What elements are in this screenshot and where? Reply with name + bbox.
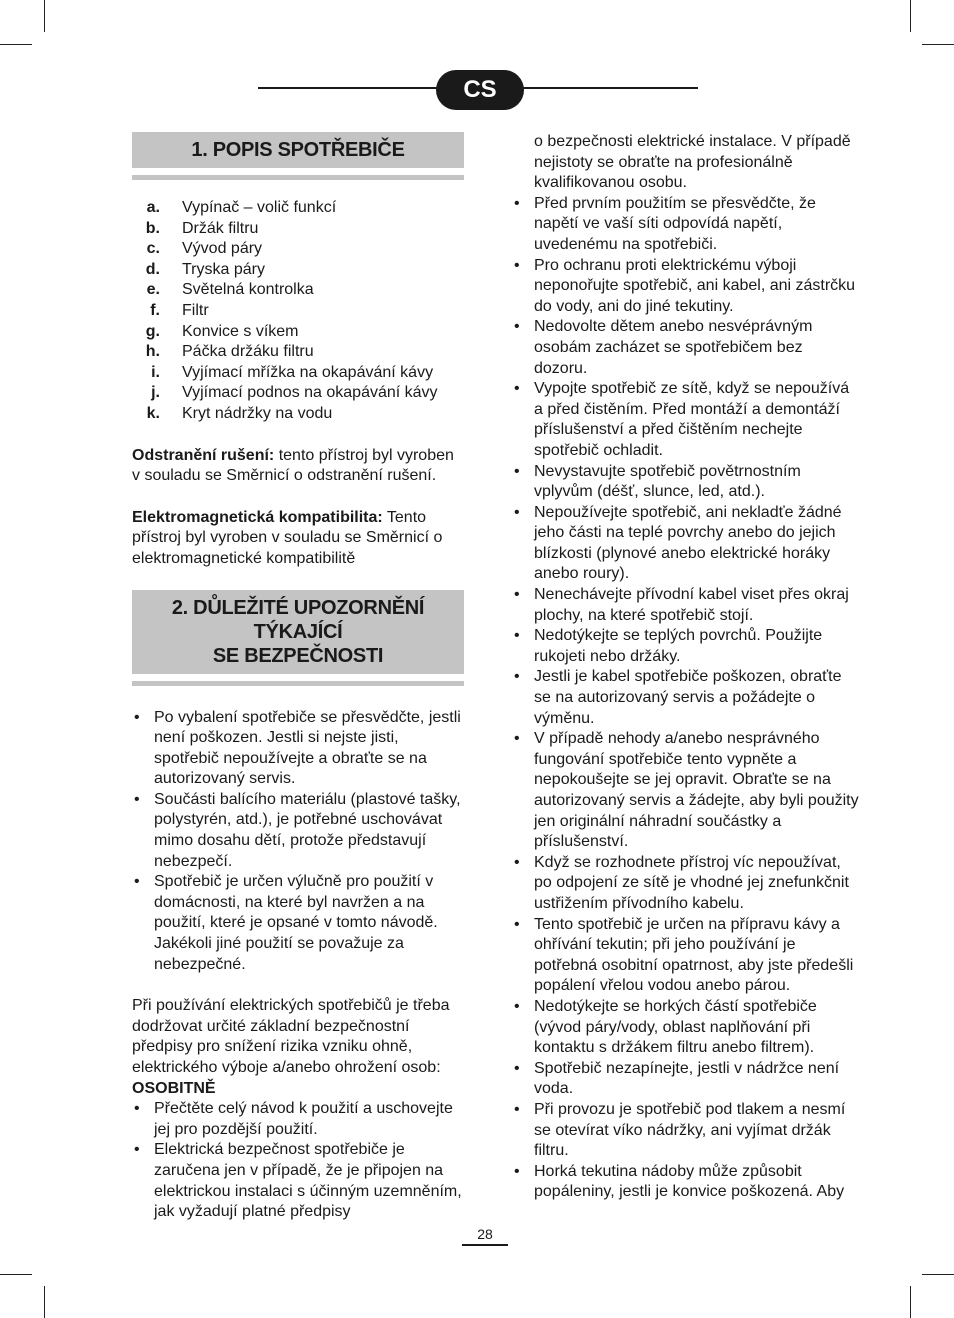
list-item: • Před prvním použitím se přesvědčte, že napětí ve vaší síti odpovídá napětí, uvedenému na spotřebiči. bbox=[512, 194, 860, 256]
noise-paragraph bbox=[132, 446, 464, 487]
section-heading bbox=[132, 132, 464, 168]
emc-paragraph bbox=[132, 508, 464, 570]
list-item: • Při provozu je spotřebič pod tlakem a nesmí se otevírat víko nádržky, ani vyjímat držák filtru. bbox=[512, 1100, 860, 1162]
part-letter: e. bbox=[146, 281, 160, 299]
page-number: 28 bbox=[477, 1226, 493, 1242]
list-item bbox=[132, 301, 464, 322]
list-item: • Horká tekutina nádoby může způsobit popáleniny, jestli je konvice poškozená. Aby bbox=[512, 1162, 860, 1203]
part-label: Konvice s víkem bbox=[182, 322, 299, 340]
list-item: • Nedotýkejte se horkých částí spotřebiče (vývod páry/vody, oblast naplňování při kontaktu s držákem filtru anebo filtrem). bbox=[512, 997, 860, 1059]
part-label: Držák filtru bbox=[182, 219, 259, 237]
list-item: • Pro ochranu proti elektrickému výboji neponořujte spotřebič, ani kabel, ani zástrčku do vody, ani do jiné tekutiny. bbox=[512, 256, 860, 318]
page-number-rule bbox=[462, 1244, 508, 1246]
safety-list bbox=[132, 708, 464, 976]
list-item: • Po vybalení spotřebiče se přesvědčte, jestli není poškozen. Jestli si nejste jisti, spotřebič nepoužívejte a obraťte se na autorizovaný servis. bbox=[132, 708, 464, 790]
list-item: • Nenechávejte přívodní kabel viset přes okraj plochy, na které spotřebič stojí. bbox=[512, 585, 860, 626]
part-letter: c. bbox=[146, 240, 160, 258]
list-item: • Nepoužívejte spotřebič, ani nekladťe žádné jeho části na teplé povrchy anebo do jejich blízkosti (plynové anebo elektrické horáky anebo roury). bbox=[512, 503, 860, 585]
part-label: Vyjímací podnos na okapávání kávy bbox=[182, 384, 438, 402]
part-label: Světelná kontrolka bbox=[182, 281, 314, 299]
left-column bbox=[132, 132, 464, 1223]
list-item bbox=[132, 404, 464, 425]
part-letter: k. bbox=[146, 404, 160, 422]
crop-mark bbox=[922, 1274, 954, 1275]
part-letter: a. bbox=[146, 199, 160, 216]
part-label: Tryska páry bbox=[182, 260, 265, 278]
list-item: • Elektrická bezpečnost spotřebiče je zaručena jen v případě, že je připojen na elektrickou instalaci s účinným uzemněním, jak vyžadují platné předpisy bbox=[132, 1140, 464, 1222]
part-letter: h. bbox=[145, 343, 160, 361]
section2-title-line2: SE BEZPEČNOSTI bbox=[212, 644, 384, 667]
noise-label: Odstranění rušení: bbox=[132, 446, 275, 464]
list-item bbox=[132, 383, 464, 404]
section1-title: 1. POPIS SPOTŘEBIČE bbox=[191, 139, 405, 161]
crop-mark bbox=[922, 44, 954, 45]
language-badge: CS bbox=[436, 70, 524, 110]
list-item: • Nedotýkejte se teplých povrchů. Použijte rukojeti nebo držáky. bbox=[512, 626, 860, 667]
list-item bbox=[132, 239, 464, 260]
part-letter: d. bbox=[145, 260, 160, 278]
list-item: • Spotřebič nezapínejte, jestli v nádržce není voda. bbox=[512, 1059, 860, 1100]
part-letter: f. bbox=[150, 301, 160, 319]
part-label: Kryt nádržky na vodu bbox=[182, 404, 333, 422]
crop-mark bbox=[910, 0, 911, 32]
list-item: • Nedovolte dětem anebo nesvéprávným osobám zacházet se spotřebičem bez dozoru. bbox=[512, 317, 860, 379]
part-letter: g. bbox=[145, 322, 160, 340]
safety-list bbox=[512, 194, 860, 1203]
crop-mark bbox=[0, 44, 32, 45]
continued-paragraph: o bezpečnosti elektrické instalace. V případě nejistoty se obraťte na profesionálně kvalifikovanou osobu. bbox=[534, 133, 851, 192]
part-label: Vypínač – volič funkcí bbox=[182, 199, 337, 216]
list-item: • Jestli je kabel spotřebiče poškozen, obraťte se na autorizovaný servis a požádejte o výměnu. bbox=[512, 667, 860, 729]
safety-list bbox=[132, 1099, 464, 1223]
list-item bbox=[132, 363, 464, 384]
part-label: Vývod páry bbox=[182, 240, 263, 258]
section-rule bbox=[132, 175, 464, 180]
part-letter: j. bbox=[151, 384, 160, 402]
right-column bbox=[512, 132, 860, 1203]
crop-mark bbox=[910, 1286, 911, 1318]
list-item bbox=[132, 260, 464, 281]
section2-title-line1: 2. DŮLEŽITÉ UPOZORNĚNÍ TÝKAJÍCÍ bbox=[171, 596, 425, 643]
list-item: • Přečtěte celý návod k použití a uschovejte jej pro pozdější použití. bbox=[132, 1099, 464, 1140]
list-item: • Když se rozhodnete přístroj víc nepoužívat, po odpojení ze sítě je vhodné jej znefunkčnit ustřižením přívodního kabelu. bbox=[512, 853, 860, 915]
list-item: • V případě nehody a/anebo nesprávného fungování spotřebiče tento vypněte a nepokoušejte se jej opravit. Obraťte se na autorizovaný servis a žádejte, aby byli použity jen originální náhradní součástky a příslušenství. bbox=[512, 729, 860, 853]
emc-text: Tento přístroj byl vyroben v souladu se Směrnicí o elektromagnetické kompatibilitě bbox=[132, 508, 443, 567]
emc-label: Elektromagnetická kompatibilita: bbox=[132, 508, 383, 526]
section-heading bbox=[132, 590, 464, 674]
list-item bbox=[132, 219, 464, 240]
part-letter: i. bbox=[151, 363, 160, 381]
part-label: Filtr bbox=[182, 301, 209, 319]
list-item: • Součásti balícího materiálu (plastové tašky, polystyrén, atd.), je potřebné uschovávat mimo dosahu dětí, protože představují nebezpečí. bbox=[132, 790, 464, 872]
crop-mark bbox=[44, 0, 45, 32]
list-item bbox=[132, 342, 464, 363]
section-rule bbox=[132, 681, 464, 686]
list-item bbox=[132, 198, 464, 219]
crop-mark bbox=[0, 1274, 32, 1275]
list-item bbox=[132, 322, 464, 343]
list-item: • Tento spotřebič je určen na přípravu kávy a ohřívání tekutin; při jeho používání je potřebná osobitní opatrnost, aby jste předešli popálení vřelou vodou anebo párou. bbox=[512, 915, 860, 997]
list-item: • Vypojte spotřebič ze sítě, když se nepoužívá a před čistěním. Před montáží a demontáží příslušenství a před čištěním nechejte spotřebič ochladit. bbox=[512, 379, 860, 461]
safety-intro: Při používání elektrických spotřebičů je třeba dodržovat určité základní bezpečnostní předpisy pro snížení rizika vzniku ohně, elektrického výboje a/anebo ohrožení osob: bbox=[132, 997, 450, 1076]
noise-text: tento přístroj byl vyroben v souladu se Směrnicí o odstranění rušení. bbox=[132, 446, 454, 485]
list-item: • Nevystavujte spotřebič povětrnostním vplyvům (déšť, slunce, led, atd.). bbox=[512, 462, 860, 503]
part-letter: b. bbox=[145, 219, 160, 237]
list-item bbox=[132, 280, 464, 301]
crop-mark bbox=[44, 1286, 45, 1318]
parts-list bbox=[132, 198, 464, 425]
osobitne-label: OSOBITNĚ bbox=[132, 1079, 216, 1097]
part-label: Páčka držáku filtru bbox=[182, 343, 314, 361]
safety-intro-bold bbox=[132, 1079, 464, 1100]
list-item: • Spotřebič je určen výlučně pro použití v domácnosti, na které byl navržen a na použití, které je opsané v tomto návodě. Jakékoli jiné použití se považuje za nebezpečné. bbox=[132, 872, 464, 975]
part-label: Vyjímací mřížka na okapávání kávy bbox=[182, 363, 434, 381]
